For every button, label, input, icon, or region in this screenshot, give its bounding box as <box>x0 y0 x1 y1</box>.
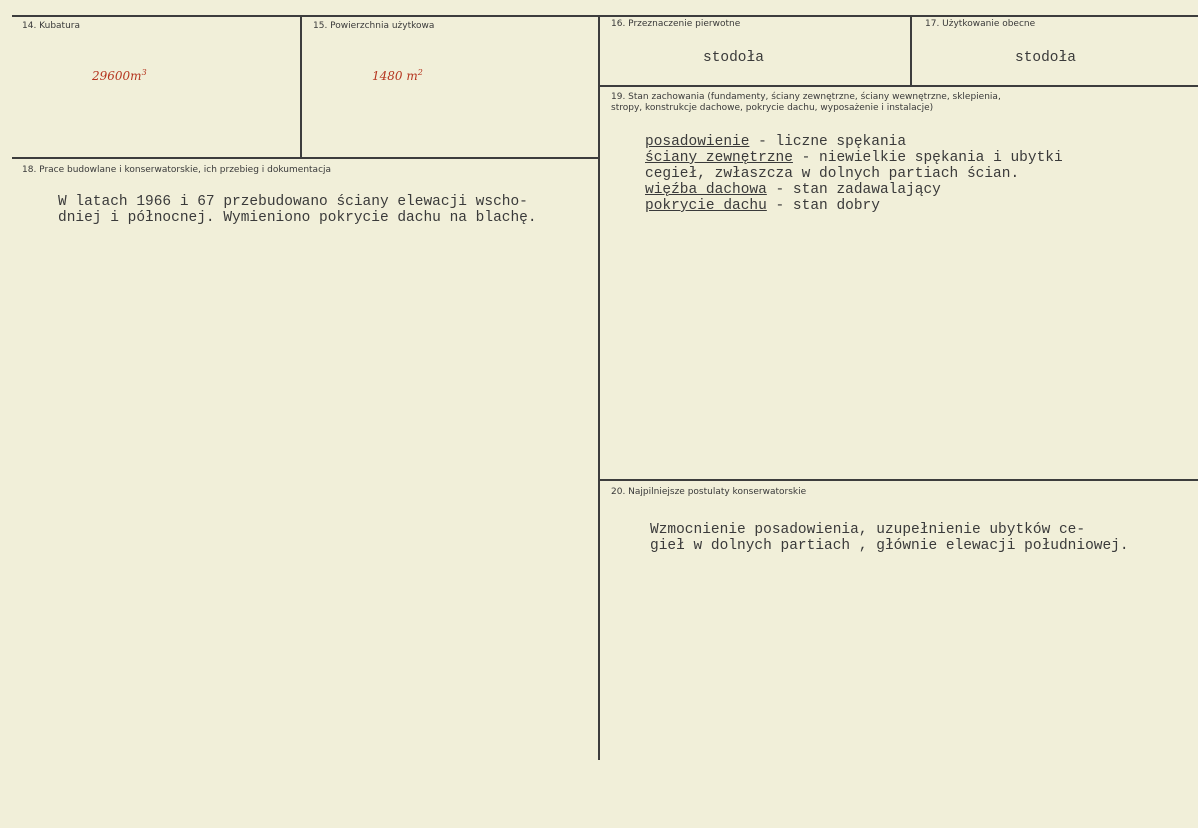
condition-line-roof-covering <box>645 199 880 214</box>
rule-above-20 <box>598 479 1198 481</box>
condition-text: - stan zadawalający <box>766 182 941 198</box>
condition-line-exterior-walls <box>645 151 1063 166</box>
condition-line-walls-continued <box>645 167 1019 182</box>
field-14-unit-exponent: 3 <box>141 68 147 77</box>
field-17-value: stodoła <box>1015 50 1076 66</box>
field-15-number: 1480 m <box>372 69 418 83</box>
top-rule <box>12 15 1198 17</box>
field-15-unit-exponent: 2 <box>417 68 423 77</box>
condition-term: pokrycie dachu <box>645 198 767 214</box>
condition-text: - niewielkie spękania i ubytki <box>792 150 1063 166</box>
condition-line-foundations <box>645 135 906 150</box>
field-14-label: 14. Kubatura <box>22 21 81 31</box>
field-16-label: 16. Przeznaczenie pierwotne <box>611 19 741 29</box>
field-20-label: 20. Najpilniejsze postulaty konserwatorskie <box>611 487 807 497</box>
condition-text: - stan dobry <box>766 198 880 214</box>
condition-text: cegieł, zwłaszcza w dolnych partiach ścian. <box>645 166 1020 182</box>
rule-below-14-15 <box>12 157 600 159</box>
field-18-line-1: W latach 1966 i 67 przebudowano ściany elewacji wscho- <box>58 194 528 210</box>
condition-term: ściany zewnętrzne <box>645 150 793 166</box>
divider-14-15 <box>300 15 302 157</box>
field-17-label: 17. Użytkowanie obecne <box>925 19 1036 29</box>
field-20-line-1: Wzmocnienie posadowienia, uzupełnienie ubytków ce- <box>650 522 1086 538</box>
divider-main-vertical <box>598 15 600 760</box>
field-18-label: 18. Prace budowlane i konserwatorskie, ich przebieg i dokumentacja <box>22 165 332 175</box>
condition-term: więźba dachowa <box>645 182 767 198</box>
field-15-value <box>372 68 423 83</box>
field-18-line-2: dniej i północnej. Wymieniono pokrycie dachu na blachę. <box>58 210 537 226</box>
field-16-value: stodoła <box>703 50 764 66</box>
field-19-label: 19. Stan zachowania (fundamenty, ściany zewnętrzne, ściany wewnętrzne, sklepienia, stropy, konstrukcje dachowe, pokrycie dachu, wyposażenie i instalacje) <box>611 92 1001 113</box>
condition-text: - liczne spękania <box>749 134 907 150</box>
divider-16-17 <box>910 15 912 85</box>
rule-below-16-17 <box>598 85 1198 87</box>
field-20-line-2: gieł w dolnych partiach , głównie elewacji południowej. <box>650 538 1129 554</box>
field-14-value <box>92 68 147 83</box>
condition-line-roof-truss <box>645 183 941 198</box>
field-14-number: 29600m <box>92 69 142 83</box>
condition-term: posadowienie <box>645 134 750 150</box>
field-15-label: 15. Powierzchnia użytkowa <box>313 21 435 31</box>
